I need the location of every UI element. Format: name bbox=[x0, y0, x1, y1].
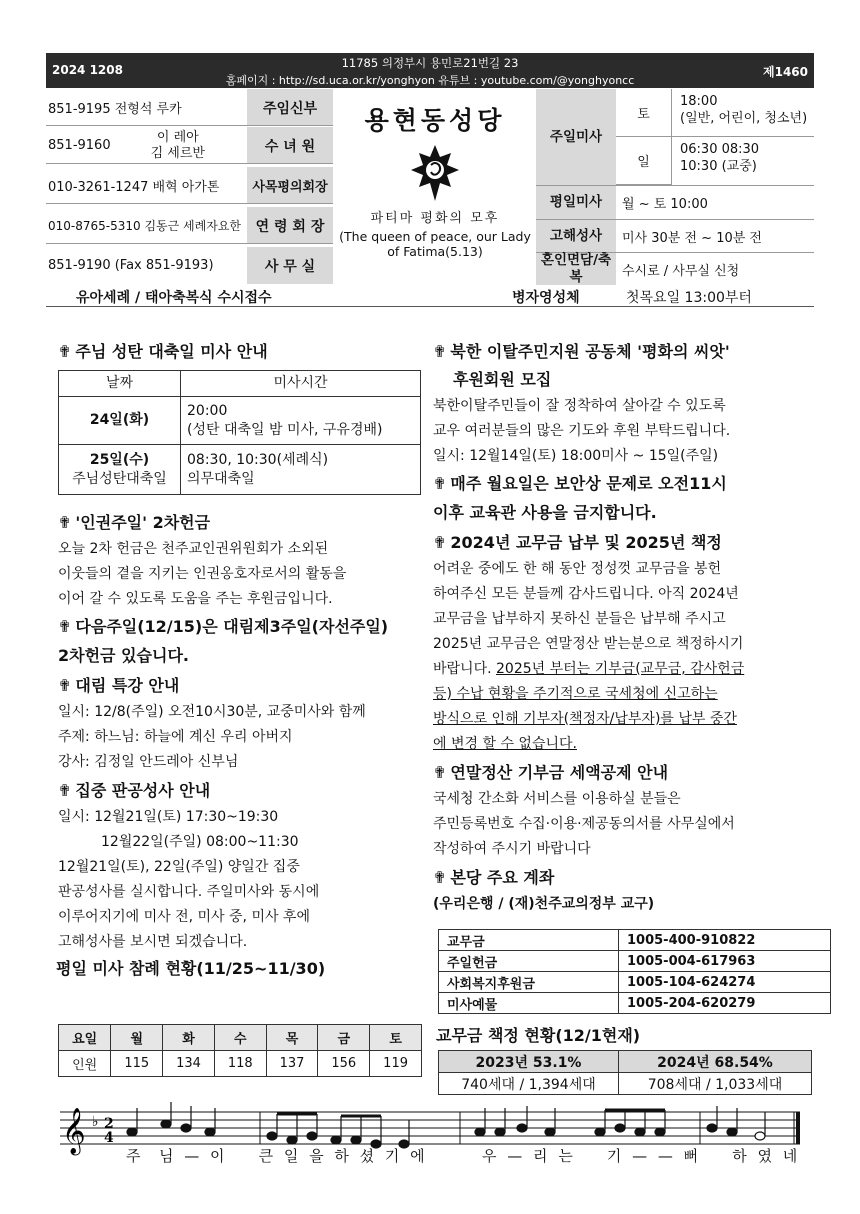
tithe-text: 어려운 중에도 한 해 동안 정성껏 교무금을 봉헌 하여주신 모든 분들께 감사드립니다. 아직 2024년 교무금을 납부하지 못하신 분들은 납부해 주시고 2025년 교무금은 연말정산 받는분으로 책정하시기 바랍니다. 2025년 부터는 기부금(교무금, 감사헌금 등) 수납 현황을 주기적으로 국세청에 신고하는 방식으로 인해 기부자(책정자/납부자)를 납부 중간 에 변경 할 수 없습니다. bbox=[433, 561, 745, 752]
table-row: 요일 월 화 수 목 금 토 bbox=[59, 1025, 422, 1051]
cross-icon: ✟ bbox=[433, 474, 447, 493]
sunday-time-1: 06:30 08:30 bbox=[680, 142, 760, 157]
cross-icon: ✟ bbox=[433, 342, 447, 361]
tax-text: 국세청 간소화 서비스를 이용하실 분들은 주민등록번호 수집·이용·제공동의서를 사무실에서 작성하여 주시기 바랍니다 bbox=[433, 791, 735, 857]
accounts-heading: ✟ 본당 주요 계좌 bbox=[433, 868, 555, 887]
lecture-info: 일시: 12/8(주일) 오전10시30분, 교중미사와 함께 주제: 하느님: 하늘에 계신 우리 아버지 강사: 김정일 안드레아 신부님 bbox=[58, 704, 366, 770]
staff-row-council bbox=[46, 167, 333, 204]
left-column bbox=[58, 338, 423, 983]
staff-row-office bbox=[46, 247, 333, 284]
cross-icon: ✟ bbox=[58, 513, 72, 532]
table-row: 교무금 1005-400-910822 bbox=[439, 930, 831, 951]
cross-icon: ✟ bbox=[58, 342, 72, 361]
staff-role: 사목평의회장 bbox=[247, 167, 333, 204]
tithe-status-table bbox=[438, 1050, 812, 1095]
music-staff bbox=[60, 1102, 802, 1182]
table-row: 미사예물 1005-204-620279 bbox=[439, 993, 831, 1014]
issue-number: 제1460 bbox=[763, 65, 808, 79]
svg-text:2: 2 bbox=[104, 1116, 114, 1132]
cross-icon: ✟ bbox=[58, 676, 72, 695]
church-identity bbox=[336, 89, 534, 285]
sunday-mass-label: 주일미사 bbox=[536, 89, 616, 185]
bulletin-date: 2024 1208 bbox=[52, 63, 123, 77]
lecture-heading: ✟ 대림 특강 안내 bbox=[58, 676, 180, 695]
sacrament-bar bbox=[46, 287, 814, 307]
baptism-notice: 유아세례 / 태아축복식 수시접수 bbox=[76, 290, 272, 306]
staff-contact: 851-9190 (Fax 851-9193) bbox=[48, 258, 214, 273]
sick-communion-time: 첫목요일 13:00부터 bbox=[626, 290, 752, 306]
song-lyrics: 주 님 — 이 큰 일 을 하 셨 기 에 우 — 리 는 기 — — 뻐 하 였 네 bbox=[126, 1147, 801, 1165]
svg-text:♭: ♭ bbox=[92, 1114, 99, 1130]
xmas-heading: ✟ 주님 성탄 대축일 미사 안내 bbox=[58, 342, 268, 361]
staff-contact: 851-9195 전형석 루카 bbox=[48, 102, 182, 117]
table-row: 25일(수) 주님성탄대축일 08:30, 10:30(세례식) 의무대축일 bbox=[59, 445, 421, 495]
church-name: 용현동성당 bbox=[364, 106, 506, 135]
tax-heading: ✟ 연말정산 기부금 세액공제 안내 bbox=[433, 763, 669, 782]
sunday-mass bbox=[680, 141, 759, 181]
cross-icon: ✟ bbox=[433, 763, 447, 782]
staff-phone: 851-9160 bbox=[48, 138, 111, 153]
monday-notice-2: 이후 교육관 사용을 금지합니다. bbox=[433, 503, 657, 522]
church-web-links: 홈페이지 : http://sd.uca.or.kr/yonghyon 유튜브 : youtube.com/@yonghyoncc bbox=[225, 74, 635, 87]
marriage-label: 혼인면담/축복 bbox=[536, 253, 616, 285]
staff-role: 주임신부 bbox=[247, 89, 333, 126]
nk-heading-2: 후원회원 모집 bbox=[453, 370, 552, 389]
confession-label: 고해성사 bbox=[536, 220, 616, 252]
sunday-label: 일 bbox=[616, 137, 672, 185]
patron-name: 파티마 평화의 모후 bbox=[370, 211, 500, 226]
table-header: 날짜 bbox=[59, 371, 181, 397]
staff-row-convent bbox=[46, 127, 333, 164]
tithe-status-heading: 교무금 책정 현황(12/1현재) bbox=[436, 1026, 641, 1045]
table-header: 미사시간 bbox=[181, 371, 421, 397]
cross-icon: ✟ bbox=[433, 868, 447, 887]
saturday-mass bbox=[680, 93, 807, 133]
masthead-bar bbox=[46, 53, 814, 88]
accounts-table bbox=[438, 929, 831, 1014]
table-row: 인원 115 134 118 137 156 119 bbox=[59, 1051, 422, 1077]
nk-text: 북한이탈주민들이 잘 정착하여 살아갈 수 있도록 교우 여러분들의 많은 기도와 후원 부탁드립니다. 일시: 12월14일(토) 18:00미사 ~ 15일(주일) bbox=[433, 398, 731, 464]
church-emblem-icon bbox=[407, 143, 463, 203]
right-column bbox=[433, 338, 808, 917]
staff-role: 사 무 실 bbox=[247, 247, 333, 284]
accounts-bank: (우리은행 / (재)천주교의정부 교구) bbox=[433, 896, 655, 912]
next-sunday-heading: ✟ 다음주일(12/15)은 대림제3주일(자선주일) bbox=[58, 617, 389, 636]
cross-icon: ✟ bbox=[433, 533, 447, 552]
christmas-mass-table bbox=[58, 370, 421, 495]
table-row: 주일헌금 1005-004-617963 bbox=[439, 951, 831, 972]
header-block bbox=[46, 89, 814, 285]
marriage-info: 수시로 / 사무실 신청 bbox=[622, 263, 740, 279]
staff-row-pastor bbox=[46, 89, 333, 126]
next-sunday-heading-2: 2차헌금 있습니다. bbox=[58, 646, 189, 665]
confession-info: 일시: 12월21일(토) 17:30~19:30 12월22일(주일) 08:00~11:30 12월21일(토), 22일(주일) 양일간 집중 판공성사를 실시합니다. 주일미사와 동시에 이루어지기에 미사 전, 미사 중, 미사 후에 고해성사를 보시면 되겠습니다. bbox=[58, 809, 320, 950]
saturday-time: 18:00 bbox=[680, 94, 718, 109]
saturday-note: (일반, 어린이, 청소년) bbox=[680, 111, 808, 126]
monday-notice: ✟ 매주 월요일은 보안상 문제로 오전11시 bbox=[433, 474, 727, 493]
weekday-mass-time: 월 ~ 토 10:00 bbox=[622, 197, 708, 212]
staff-names: 이 레아 김 세르반 bbox=[150, 129, 205, 161]
staff-row-funeral bbox=[46, 207, 333, 244]
table-row: 2023년 53.1% 2024년 68.54% bbox=[439, 1051, 812, 1073]
cross-icon: ✟ bbox=[58, 781, 72, 800]
staff-role: 수 녀 원 bbox=[247, 127, 333, 164]
nk-heading: ✟ 북한 이탈주민지원 공동체 '평화의 씨앗' bbox=[433, 342, 730, 361]
mass-schedule bbox=[536, 89, 814, 285]
attendance-heading: 평일 미사 참례 현황(11/25~11/30) bbox=[56, 959, 326, 978]
saturday-label: 토 bbox=[616, 89, 672, 137]
church-address: 11785 의정부시 용민로21번길 23 bbox=[341, 56, 519, 70]
svg-text:𝄞: 𝄞 bbox=[62, 1108, 86, 1154]
staff-contact: 010-3261-1247 배혁 아가톤 bbox=[48, 180, 220, 195]
table-row: 24일(화) 20:00 (성탄 대축일 밤 미사, 구유경배) bbox=[59, 397, 421, 445]
patron-name-english: (The queen of peace, our Lady of Fatima(5.13) bbox=[339, 229, 531, 259]
sunday-time-2: 10:30 (교중) bbox=[680, 159, 757, 174]
human-rights-heading: ✟ '인권주일' 2차헌금 bbox=[58, 513, 211, 532]
sick-communion-label: 병자영성체 bbox=[512, 290, 580, 306]
attendance-table bbox=[58, 1024, 422, 1077]
staff-role: 연 령 회 장 bbox=[247, 207, 333, 244]
table-row: 사회복지후원금 1005-104-624274 bbox=[439, 972, 831, 993]
weekday-mass-label: 평일미사 bbox=[536, 186, 616, 219]
svg-text:4: 4 bbox=[104, 1130, 114, 1146]
cross-icon: ✟ bbox=[58, 617, 72, 636]
confession-heading: ✟ 집중 판공성사 안내 bbox=[58, 781, 211, 800]
staff-contact bbox=[48, 127, 248, 164]
human-rights-text: 오늘 2차 헌금은 천주교인권위원회가 소외된 이웃들의 곁을 지키는 인권옹호자로서의 활동을 이어 갈 수 있도록 도움을 주는 후원금입니다. bbox=[58, 541, 347, 607]
staff-contact: 010-8765-5310 김동근 세례자요한 bbox=[48, 219, 242, 233]
confession-time: 미사 30분 전 ~ 10분 전 bbox=[622, 230, 762, 246]
tithe-heading: ✟ 2024년 교무금 납부 및 2025년 책정 bbox=[433, 533, 722, 552]
table-row: 740세대 / 1,394세대 708세대 / 1,033세대 bbox=[439, 1073, 812, 1095]
